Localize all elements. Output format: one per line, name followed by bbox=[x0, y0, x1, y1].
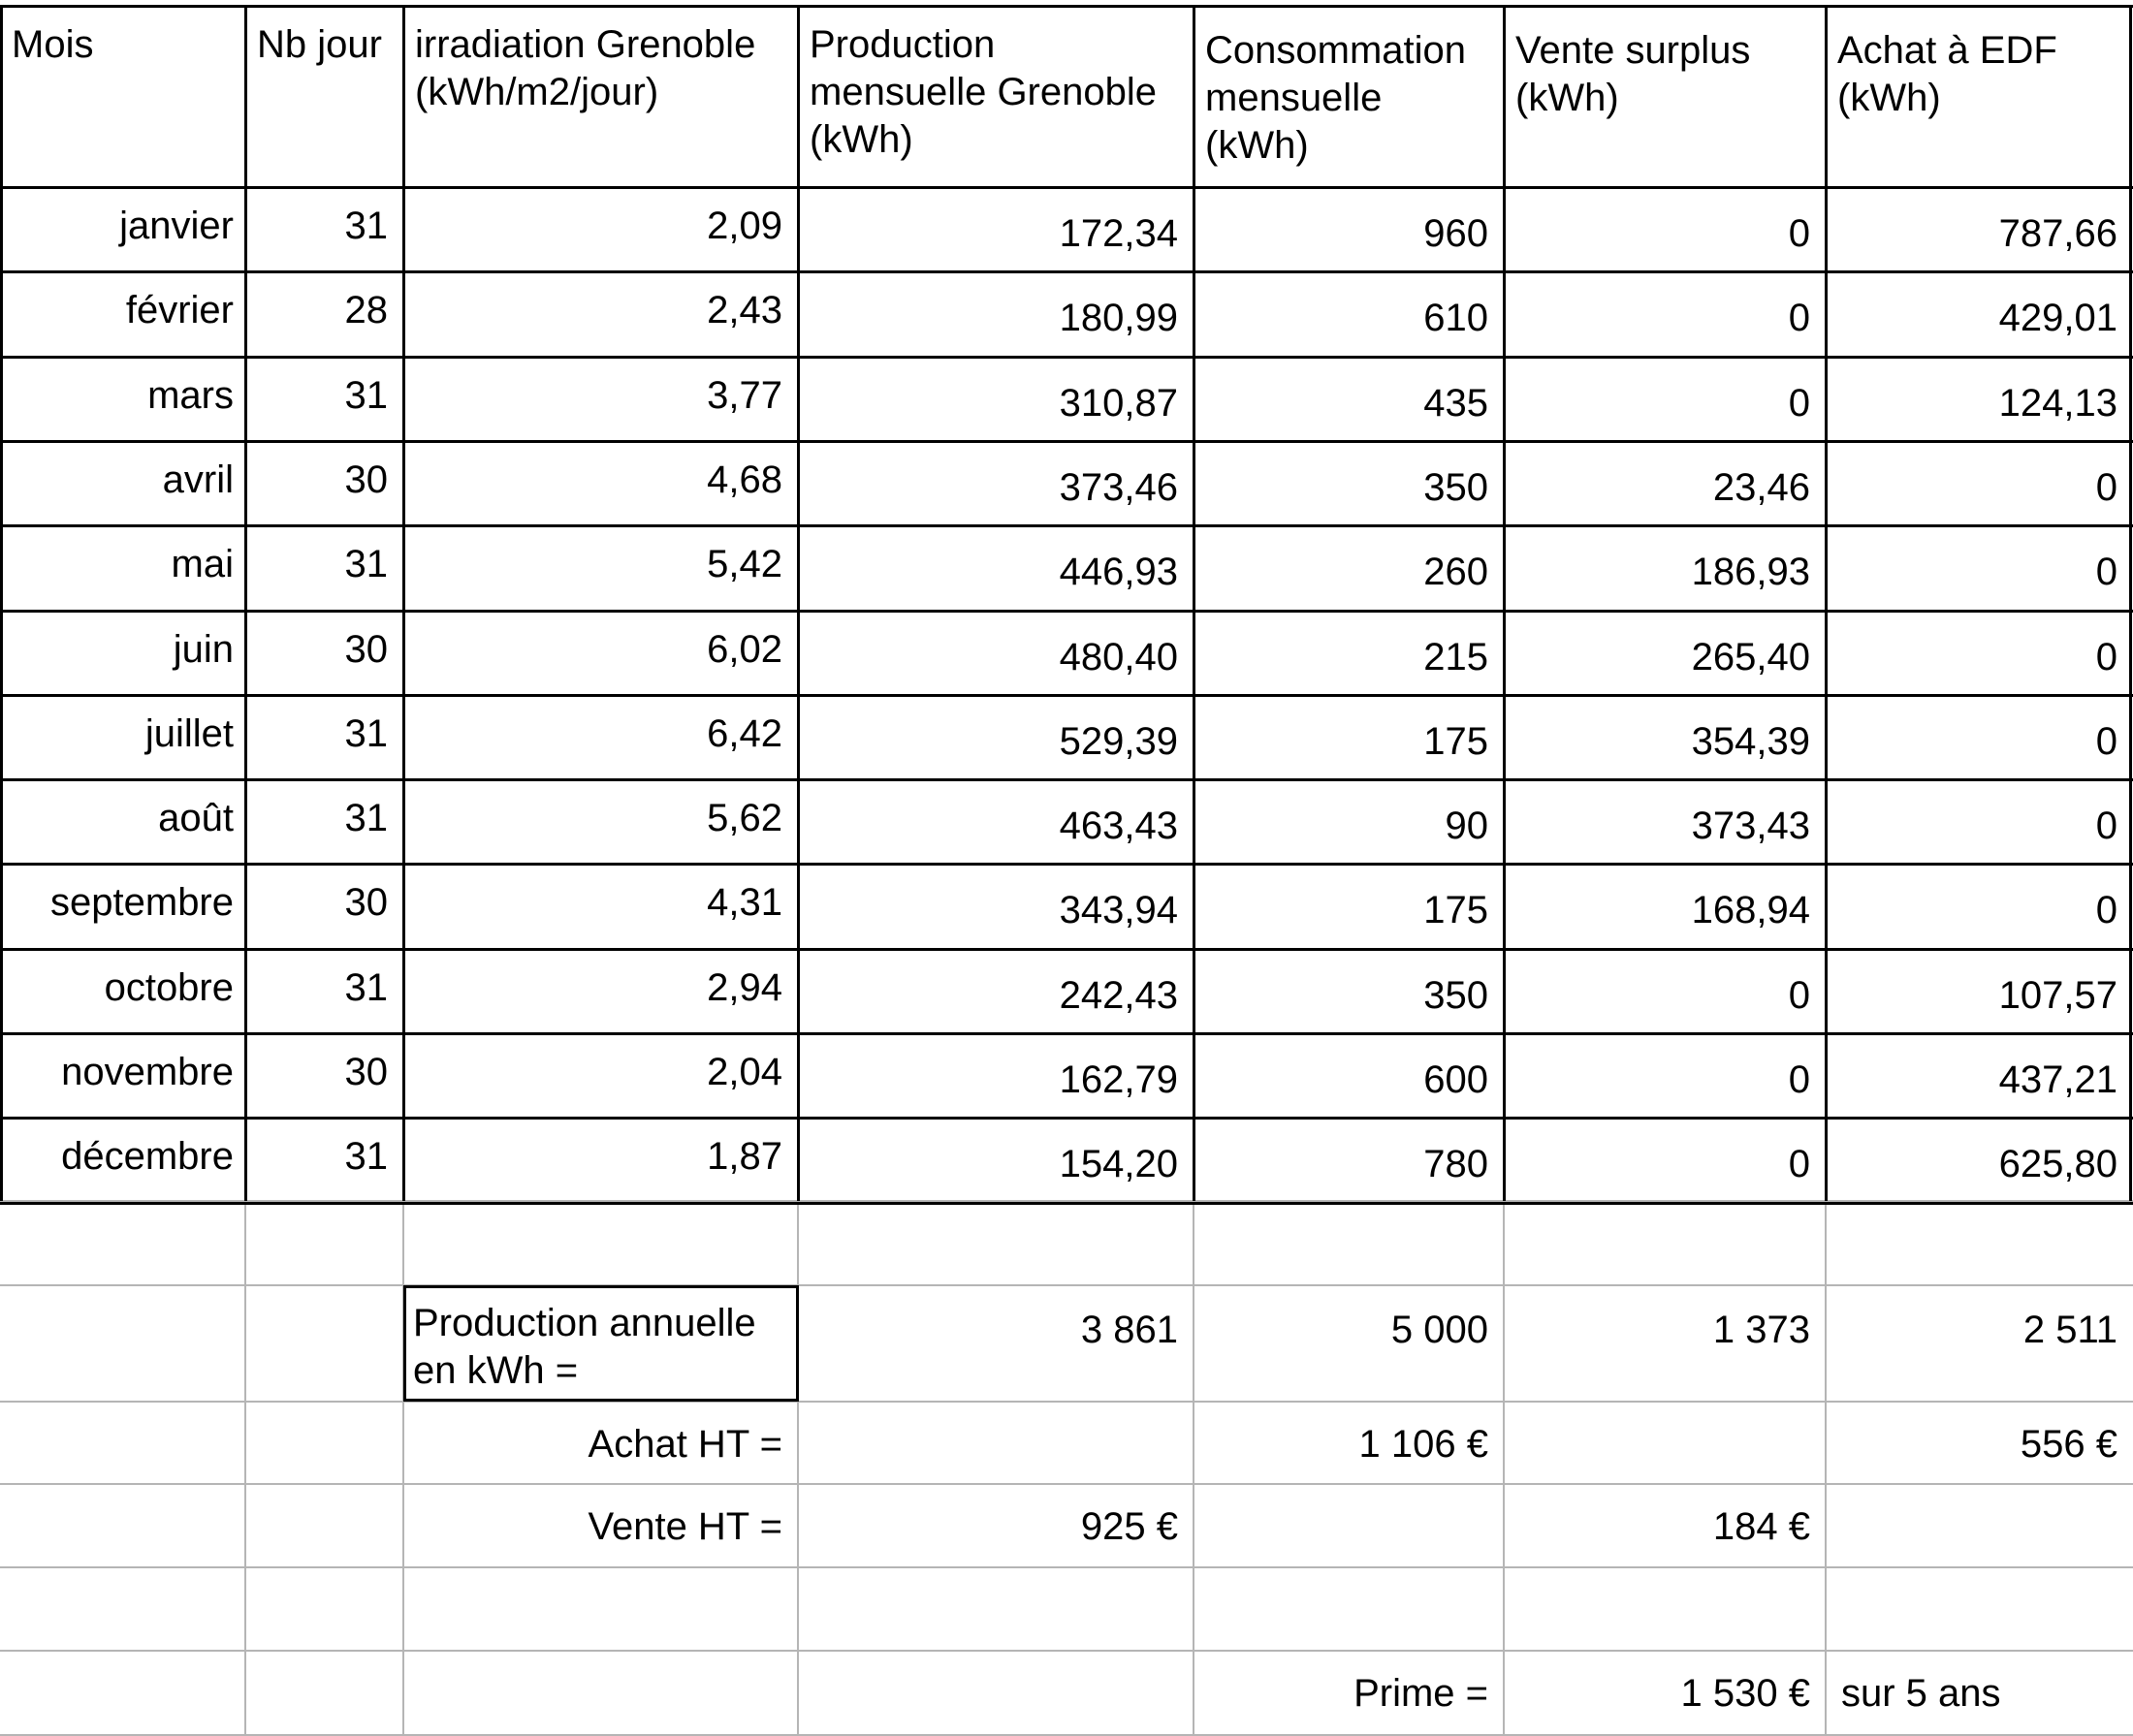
cell-consommation[interactable]: 260 bbox=[1423, 551, 1488, 594]
cell-consommation[interactable]: 435 bbox=[1423, 381, 1488, 425]
header-line: (kWh) bbox=[1515, 77, 1619, 119]
header-vente[interactable] bbox=[1504, 8, 1826, 187]
cell-consommation[interactable]: 90 bbox=[1445, 805, 1488, 848]
header-line: (kWh) bbox=[1205, 124, 1309, 167]
header-line: (kWh) bbox=[810, 118, 913, 161]
cell-jours[interactable]: 31 bbox=[344, 373, 388, 417]
cell-production[interactable]: 480,40 bbox=[1059, 635, 1178, 679]
cell-irradiation[interactable]: 2,94 bbox=[707, 965, 782, 1009]
achat-ht-consommation[interactable]: 1 106 € bbox=[1358, 1423, 1488, 1466]
cell-achat[interactable]: 0 bbox=[2095, 551, 2117, 594]
cell-irradiation[interactable]: 5,42 bbox=[707, 543, 782, 586]
month-label[interactable]: novembre bbox=[61, 1051, 234, 1093]
cell-production[interactable]: 343,94 bbox=[1059, 889, 1178, 932]
cell-consommation[interactable]: 960 bbox=[1423, 212, 1488, 255]
header-irradiation[interactable] bbox=[403, 8, 798, 187]
cell-vente[interactable]: 373,43 bbox=[1691, 805, 1810, 848]
header-line: Consommation bbox=[1205, 29, 1467, 72]
cell-production[interactable]: 373,46 bbox=[1059, 465, 1178, 509]
month-label[interactable]: août bbox=[158, 797, 234, 840]
month-label[interactable]: avril bbox=[162, 458, 234, 501]
cell-production[interactable]: 310,87 bbox=[1059, 381, 1178, 425]
cell-jours[interactable]: 30 bbox=[344, 627, 388, 671]
cell-irradiation[interactable]: 3,77 bbox=[707, 373, 782, 417]
cell-consommation[interactable]: 350 bbox=[1423, 465, 1488, 509]
cell-production[interactable]: 162,79 bbox=[1059, 1058, 1178, 1101]
header-production[interactable] bbox=[798, 8, 1194, 187]
cell-achat[interactable]: 625,80 bbox=[1998, 1143, 2117, 1186]
month-label[interactable]: mai bbox=[171, 543, 234, 586]
cell-vente[interactable]: 354,39 bbox=[1691, 719, 1810, 763]
cell-jours[interactable]: 31 bbox=[344, 1135, 388, 1179]
prime-note[interactable]: sur 5 ans bbox=[1841, 1672, 2001, 1715]
header-line: Production bbox=[810, 23, 996, 66]
month-label[interactable]: mars bbox=[147, 373, 234, 417]
cell-vente[interactable]: 0 bbox=[1788, 1058, 1810, 1101]
month-label[interactable]: janvier bbox=[119, 205, 234, 247]
month-label[interactable]: septembre bbox=[50, 881, 234, 925]
month-label[interactable]: février bbox=[125, 289, 234, 332]
month-label[interactable]: décembre bbox=[61, 1135, 234, 1179]
annual-achat[interactable]: 2 511 bbox=[2022, 1309, 2117, 1351]
cell-consommation[interactable]: 780 bbox=[1423, 1143, 1488, 1186]
header-line: Achat à EDF bbox=[1837, 29, 2057, 72]
header-line: irradiation Grenoble bbox=[415, 23, 756, 66]
cell-irradiation[interactable]: 4,31 bbox=[707, 881, 782, 925]
achat-ht-achat[interactable]: 556 € bbox=[2020, 1423, 2117, 1466]
cell-jours[interactable]: 31 bbox=[344, 205, 388, 247]
cell-production[interactable]: 242,43 bbox=[1059, 973, 1178, 1017]
cell-jours[interactable]: 30 bbox=[344, 458, 388, 501]
header-jours[interactable] bbox=[245, 8, 403, 187]
cell-irradiation[interactable]: 5,62 bbox=[707, 797, 782, 840]
cell-production[interactable]: 446,93 bbox=[1059, 551, 1178, 594]
cell-consommation[interactable]: 610 bbox=[1423, 297, 1488, 340]
cell-achat[interactable]: 0 bbox=[2095, 635, 2117, 679]
prime-value[interactable]: 1 530 € bbox=[1680, 1672, 1810, 1715]
cell-vente[interactable]: 0 bbox=[1788, 973, 1810, 1017]
header-line: (kWh/m2/jour) bbox=[415, 71, 659, 113]
cell-achat[interactable]: 0 bbox=[2095, 805, 2117, 848]
cell-production[interactable]: 154,20 bbox=[1059, 1143, 1178, 1186]
cell-production[interactable]: 529,39 bbox=[1059, 719, 1178, 763]
header-line: mensuelle Grenoble bbox=[810, 71, 1157, 113]
cell-irradiation[interactable]: 2,04 bbox=[707, 1051, 782, 1093]
cell-achat[interactable]: 124,13 bbox=[1998, 381, 2117, 425]
cell-jours[interactable]: 30 bbox=[344, 881, 388, 925]
cell-consommation[interactable]: 350 bbox=[1423, 973, 1488, 1017]
cell-achat[interactable]: 107,57 bbox=[1998, 973, 2117, 1017]
month-label[interactable]: juin bbox=[173, 627, 234, 671]
annual-label-line: Production annuelle bbox=[413, 1302, 756, 1344]
cell-achat[interactable]: 0 bbox=[2095, 465, 2117, 509]
cell-achat[interactable]: 0 bbox=[2095, 719, 2117, 763]
cell-vente[interactable]: 186,93 bbox=[1691, 551, 1810, 594]
cell-vente[interactable]: 168,94 bbox=[1691, 889, 1810, 932]
month-label[interactable]: juillet bbox=[144, 711, 234, 755]
vente-ht-label[interactable]: Vente HT = bbox=[588, 1505, 782, 1548]
cell-vente[interactable]: 0 bbox=[1788, 381, 1810, 425]
header-line: Mois bbox=[12, 23, 94, 66]
annual-consommation[interactable]: 5 000 bbox=[1390, 1309, 1488, 1351]
cell-vente[interactable]: 265,40 bbox=[1691, 635, 1810, 679]
cell-achat[interactable]: 437,21 bbox=[1998, 1058, 2117, 1101]
cell-irradiation[interactable]: 2,09 bbox=[707, 205, 782, 247]
cell-consommation[interactable]: 215 bbox=[1423, 635, 1488, 679]
cell-vente[interactable]: 23,46 bbox=[1712, 465, 1810, 509]
cell-jours[interactable]: 31 bbox=[344, 797, 388, 840]
header-consommation[interactable] bbox=[1194, 8, 1504, 187]
cell-jours[interactable]: 30 bbox=[344, 1051, 388, 1093]
cell-consommation[interactable]: 600 bbox=[1423, 1058, 1488, 1101]
grid-vline bbox=[244, 1201, 246, 1735]
header-line: Vente surplus bbox=[1515, 29, 1751, 72]
header-mois[interactable] bbox=[0, 8, 245, 187]
annual-label-line: en kWh = bbox=[413, 1349, 579, 1392]
cell-achat[interactable]: 429,01 bbox=[1998, 297, 2117, 340]
vente-ht-vente[interactable]: 184 € bbox=[1712, 1505, 1810, 1548]
cell-irradiation[interactable]: 4,68 bbox=[707, 458, 782, 501]
cell-jours[interactable]: 31 bbox=[344, 543, 388, 586]
annual-vente[interactable]: 1 373 bbox=[1712, 1309, 1810, 1351]
header-achat[interactable] bbox=[1826, 8, 2133, 187]
cell-irradiation[interactable]: 2,43 bbox=[707, 289, 782, 332]
cell-vente[interactable]: 0 bbox=[1788, 1143, 1810, 1186]
header-line: (kWh) bbox=[1837, 77, 1941, 119]
vente-ht-production[interactable]: 925 € bbox=[1080, 1505, 1178, 1548]
prime-label[interactable]: Prime = bbox=[1353, 1672, 1488, 1715]
annual-production[interactable]: 3 861 bbox=[1080, 1309, 1178, 1351]
cell-irradiation[interactable]: 1,87 bbox=[707, 1135, 782, 1179]
achat-ht-label[interactable]: Achat HT = bbox=[588, 1423, 782, 1466]
month-label[interactable]: octobre bbox=[104, 965, 234, 1009]
cell-production[interactable]: 180,99 bbox=[1059, 297, 1178, 340]
cell-consommation[interactable]: 175 bbox=[1423, 889, 1488, 932]
cell-vente[interactable]: 0 bbox=[1788, 212, 1810, 255]
annual-label[interactable] bbox=[403, 1285, 799, 1402]
cell-achat[interactable]: 0 bbox=[2095, 889, 2117, 932]
cell-production[interactable]: 172,34 bbox=[1059, 212, 1178, 255]
cell-irradiation[interactable]: 6,42 bbox=[707, 711, 782, 755]
cell-irradiation[interactable]: 6,02 bbox=[707, 627, 782, 671]
cell-jours[interactable]: 28 bbox=[344, 289, 388, 332]
cell-achat[interactable]: 787,66 bbox=[1998, 212, 2117, 255]
cell-production[interactable]: 463,43 bbox=[1059, 805, 1178, 848]
cell-jours[interactable]: 31 bbox=[344, 965, 388, 1009]
header-line: mensuelle bbox=[1205, 77, 1383, 119]
cell-vente[interactable]: 0 bbox=[1788, 297, 1810, 340]
header-line: Nb jour bbox=[257, 23, 382, 66]
cell-jours[interactable]: 31 bbox=[344, 711, 388, 755]
cell-consommation[interactable]: 175 bbox=[1423, 719, 1488, 763]
